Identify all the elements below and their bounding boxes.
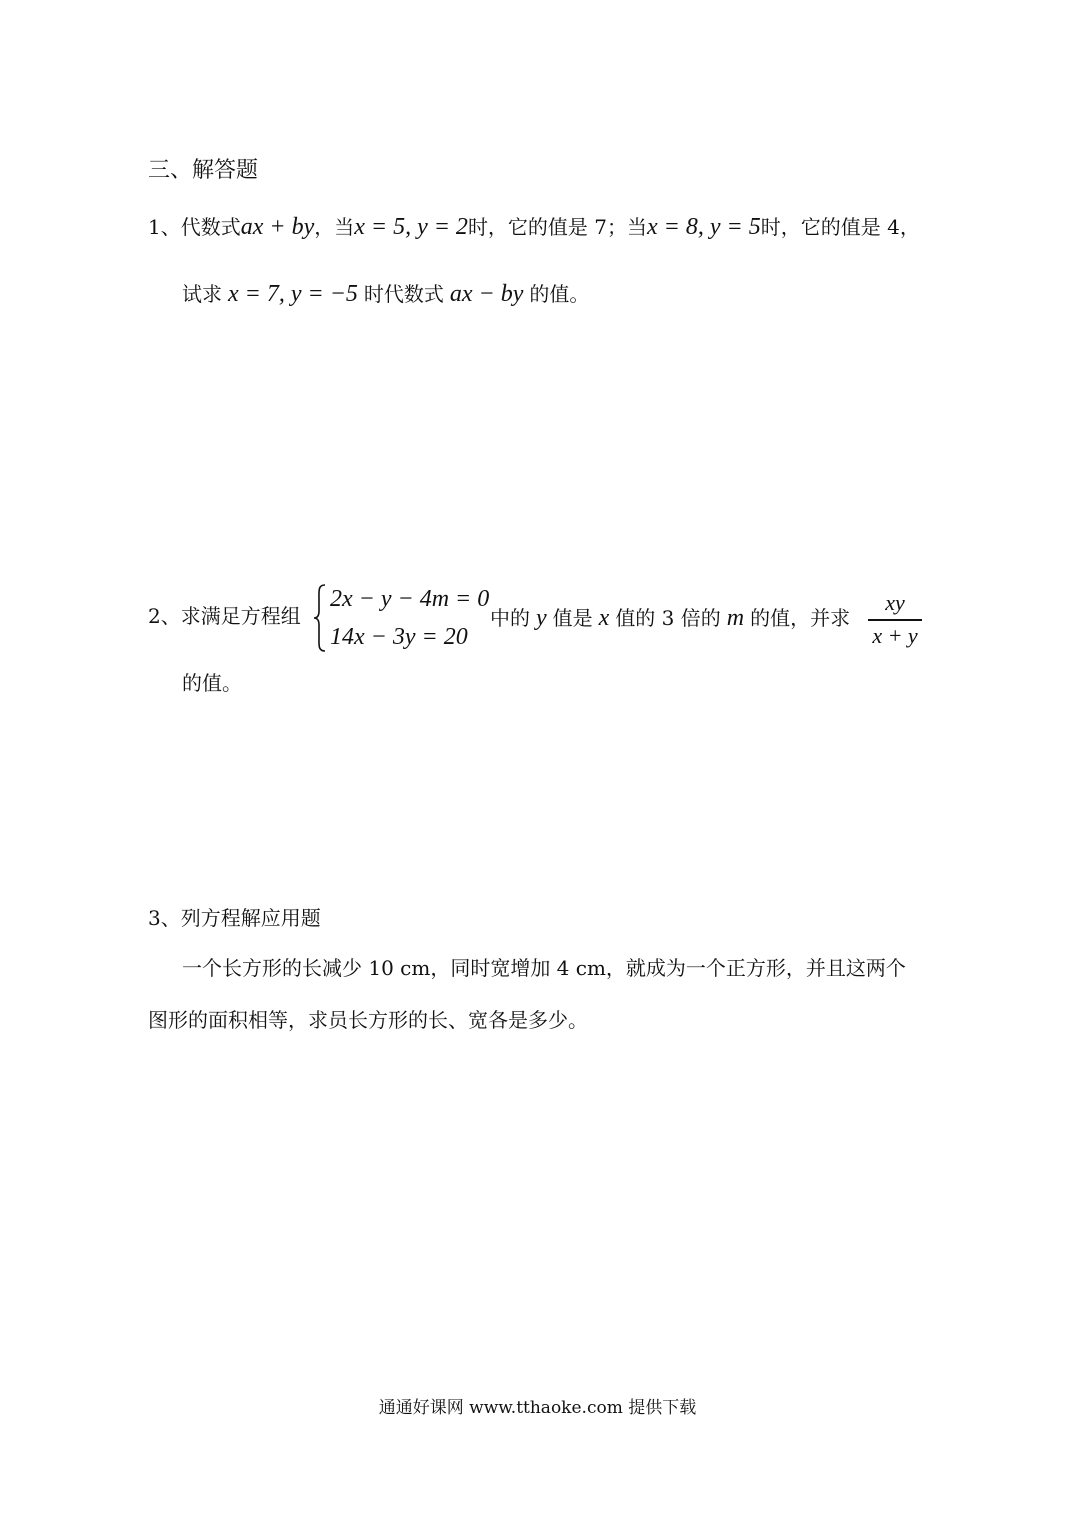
q2-var-x: x: [598, 605, 610, 631]
equation-1: 2x − y − 4m = 0: [330, 586, 490, 612]
q1-line-1: [148, 215, 920, 239]
q2-text-5: 的值，并求: [750, 606, 851, 630]
q2-line-2: 的值。: [182, 671, 242, 695]
q1-text-7: 的值。: [529, 282, 590, 306]
q3-line-1: 一个长方形的长减少 10 cm，同时宽增加 4 cm，就成为一个正方形，并且这两个: [182, 956, 906, 980]
q2-line-1-suffix: [490, 606, 850, 630]
q1-expression-2: ax − by: [449, 281, 524, 307]
q1-number: 1、: [148, 215, 181, 239]
q1-text-5: 试求: [182, 282, 222, 306]
fraction-denominator: x + y: [872, 623, 918, 648]
left-brace-icon: [312, 583, 328, 653]
q2-var-y: y: [536, 605, 547, 631]
q2-line-1-prefix: [148, 606, 301, 626]
page-footer: 通通好课网 www.tthaoke.com 提供下载: [378, 1398, 697, 1418]
q3-title-line: [148, 908, 321, 928]
q1-text-6: 时代数式: [363, 282, 444, 306]
q1-expression-1: ax + by: [240, 214, 315, 240]
q3-line-2: 图形的面积相等，求员长方形的长、宽各是多少。: [148, 1008, 588, 1032]
equation-2: 14x − 3y = 20: [330, 624, 468, 650]
q1-line-2: [182, 282, 589, 306]
q3-title: 列方程解应用题: [180, 906, 321, 930]
q2-text-3: 值是: [552, 606, 593, 630]
q2-number: 2、: [148, 604, 181, 628]
q1-text-3: 时，它的值是 7；当: [467, 215, 648, 239]
q2-text-2: 中的: [490, 606, 530, 630]
fraction-xy-over-x-plus-y: [866, 592, 924, 652]
fraction-bar: [868, 619, 922, 621]
q1-text-2: ，当: [314, 215, 355, 239]
equation-system: [312, 583, 492, 653]
q1-condition-3: x = 7, y = −5: [228, 281, 358, 307]
q1-text-4: 时，它的值是 4，: [760, 215, 920, 239]
q1-condition-2: x = 8, y = 5: [647, 214, 761, 240]
q2-var-m: m: [726, 605, 745, 631]
fraction-numerator: xy: [885, 590, 905, 615]
q3-number: 3、: [148, 906, 181, 930]
q1-condition-1: x = 5, y = 2: [354, 214, 468, 240]
q2-text-4: 值的 3 倍的: [615, 606, 721, 630]
q1-text-1: 代数式: [180, 215, 241, 239]
section-title: 三、解答题: [148, 158, 259, 183]
q2-text-1: 求满足方程组: [180, 604, 301, 628]
